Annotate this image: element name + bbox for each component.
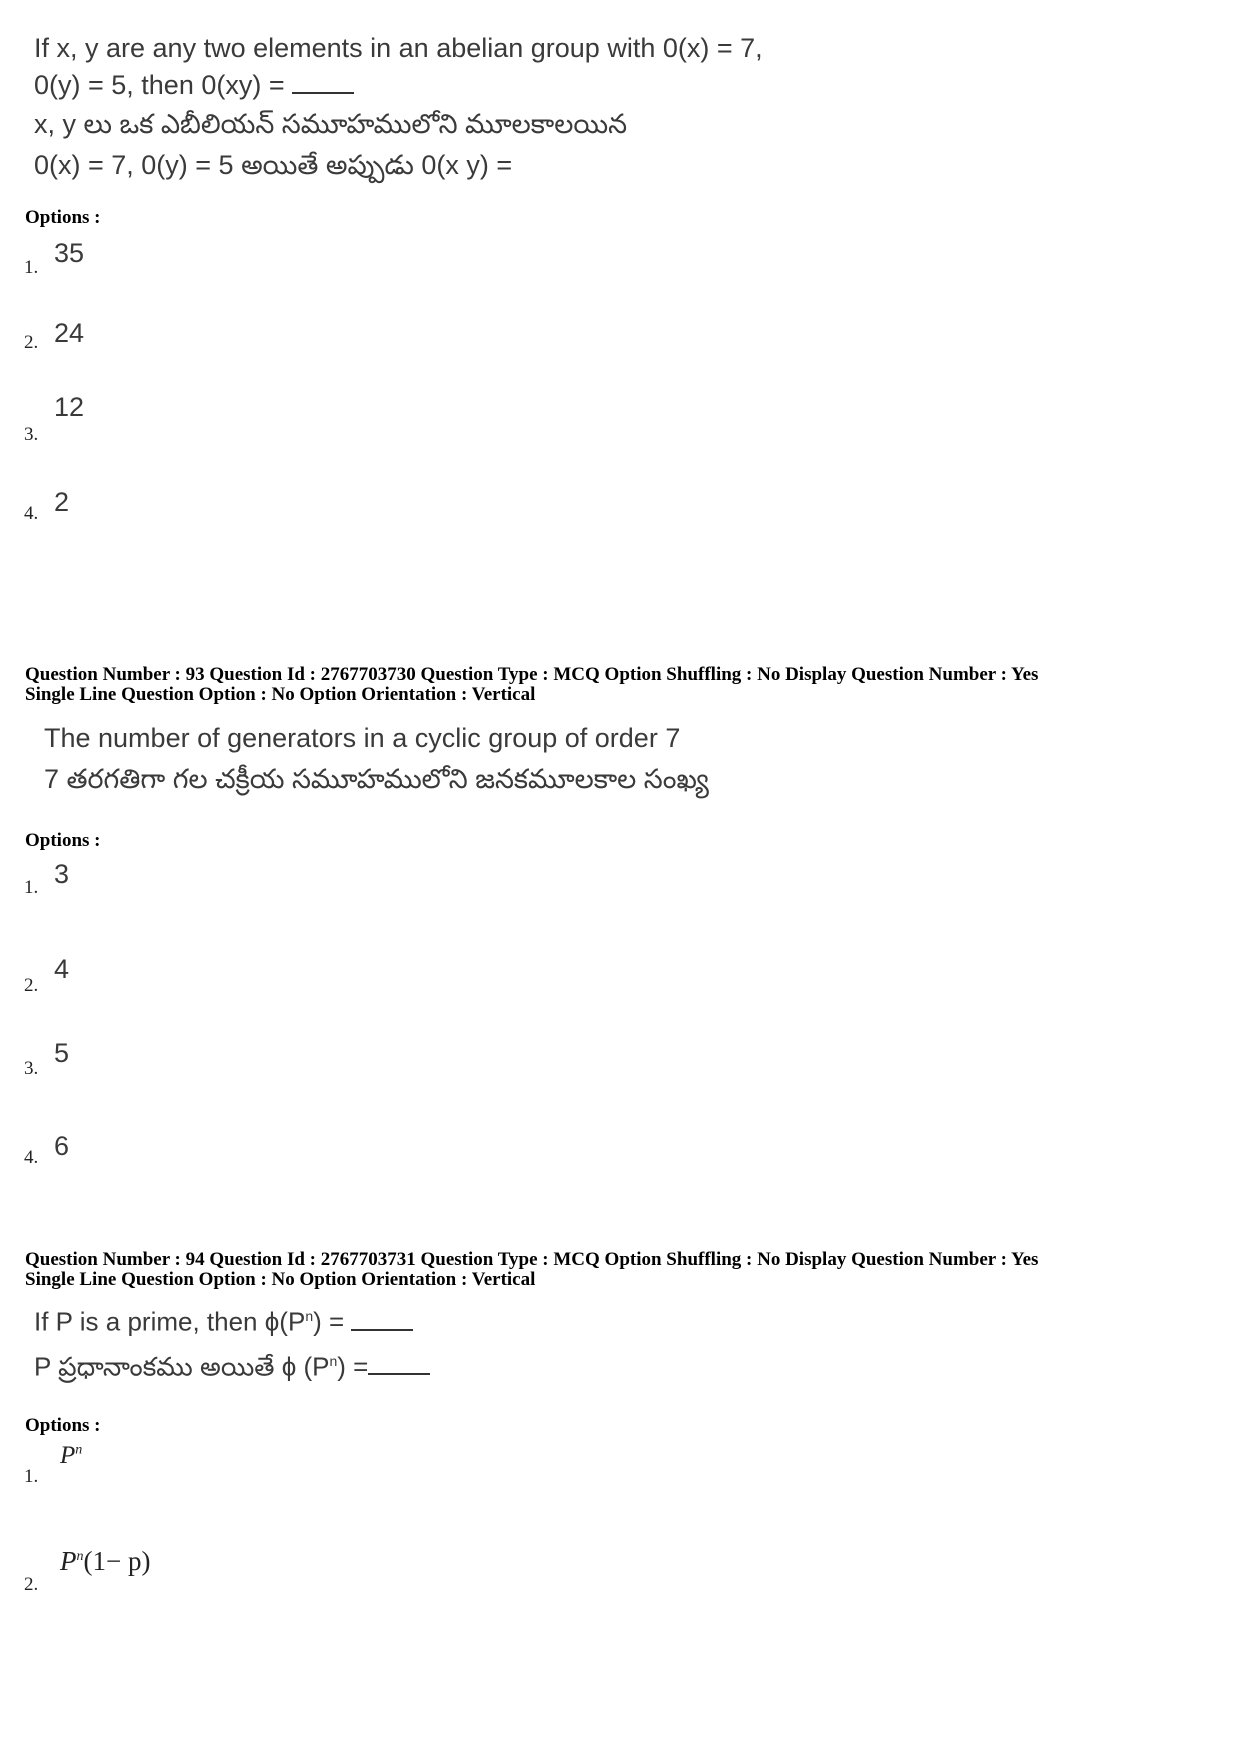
q94-line-1: If P is a prime, then $\phi(P^n)$ = <box>34 1298 430 1341</box>
option-number: 2. <box>24 1574 39 1595</box>
q93-line-1: The number of generators in a cyclic group of order 7 <box>44 723 681 753</box>
option-value: 5 <box>54 1038 70 1068</box>
q94-meta <box>25 1250 1038 1290</box>
answer-blank <box>351 1307 413 1331</box>
option-number: 4. <box>24 503 39 524</box>
q92-options-label: Options : <box>25 207 101 228</box>
q93-meta <box>25 665 1038 705</box>
q93-question-text <box>44 720 709 798</box>
q94-line-2: P ప్రధానాంకము అయితే ϕ $(P^n)$ = <box>34 1343 430 1386</box>
q94-question-text <box>34 1298 430 1385</box>
option-number: 4. <box>24 1147 39 1168</box>
q92-line-1: If x, y are any two elements in an abelian group with 0(x) = 7, <box>34 33 763 63</box>
q94-meta-line-1: Question Number : 94 Question Id : 2767703731 Question Type : MCQ Option Shuffling : No Display Question Number : Yes <box>25 1249 1039 1270</box>
q93-options-label: Options : <box>25 830 101 851</box>
q93-meta-line-1: Question Number : 93 Question Id : 2767703730 Question Type : MCQ Option Shuffling : No Display Question Number : Yes <box>25 664 1039 685</box>
option-math: $P^n$ <box>60 1442 83 1469</box>
option-math: $P^n(1- p)$ <box>60 1546 151 1576</box>
option-value: 4 <box>54 954 70 984</box>
answer-blank <box>368 1351 430 1375</box>
option-number: 3. <box>24 1058 39 1079</box>
q94-options-label: Options : <box>25 1415 101 1436</box>
option-number: 2. <box>24 975 39 996</box>
option-value: 12 <box>54 392 85 422</box>
option-value: 6 <box>54 1131 70 1161</box>
option-number: 1. <box>24 1466 39 1487</box>
option-number: 1. <box>24 257 39 278</box>
option-number: 1. <box>24 877 39 898</box>
q93-line-2: 7 తరగతిగా గల చక్రీయ సమూహములోని జనకమూలకాల సంఖ్య <box>44 764 709 794</box>
option-value: 2 <box>54 487 70 517</box>
q92-line-2: 0(y) = 5, then 0(xy) = <box>34 67 763 104</box>
q92-line-4: 0(x) = 7, 0(y) = 5 అయితే అప్పుడు 0(x y) = <box>34 150 513 180</box>
q92-line-3: x, y లు ఒక ఎబీలియన్ సమూహములోని మూలకాలయిన <box>34 109 628 139</box>
option-value: 35 <box>54 238 85 268</box>
q94-meta-line-2: Single Line Question Option : No Option Orientation : Vertical <box>25 1269 536 1290</box>
option-value: 24 <box>54 318 85 348</box>
q93-meta-line-2: Single Line Question Option : No Option Orientation : Vertical <box>25 684 536 705</box>
option-value: 3 <box>54 859 70 889</box>
option-number: 2. <box>24 332 39 353</box>
q92-question-text <box>34 30 763 184</box>
option-number: 3. <box>24 424 39 445</box>
answer-blank <box>292 70 354 94</box>
